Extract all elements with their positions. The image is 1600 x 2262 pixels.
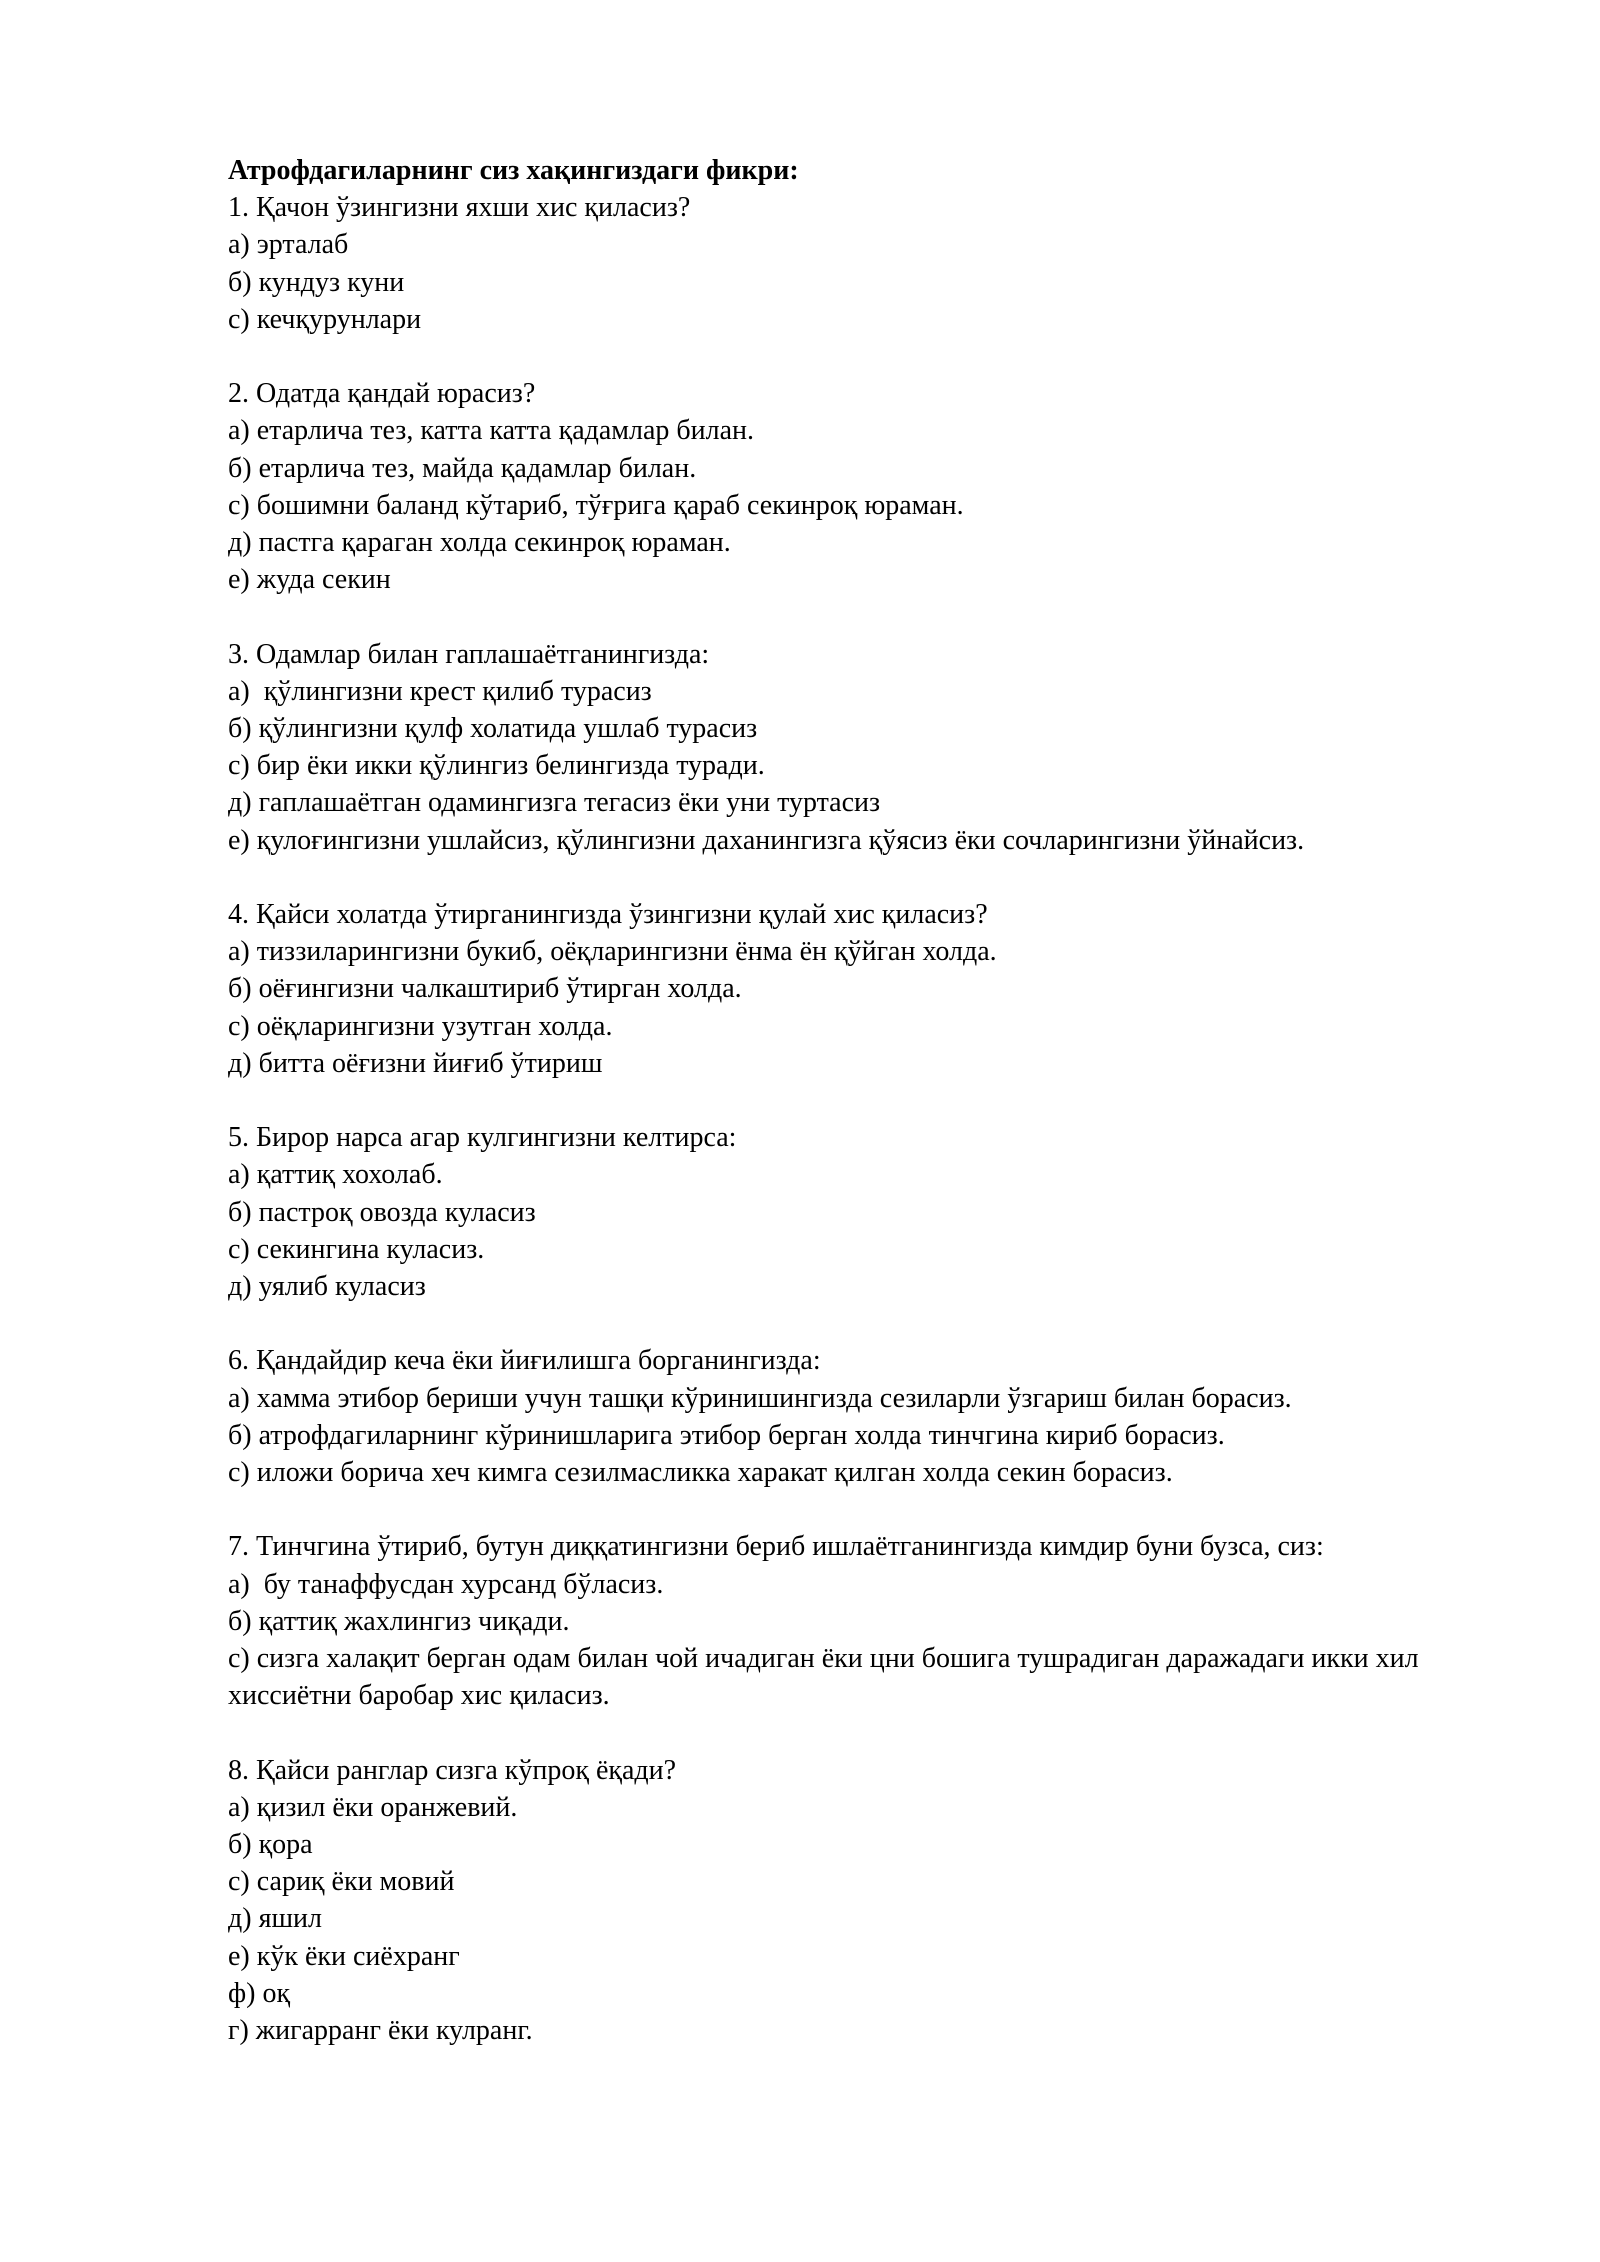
answer-option: е) жуда секин — [228, 564, 391, 596]
question-text: 7. Тинчгина ўтириб, бутун диққатингизни бериб ишлаётганингизда кимдир буни бузса, сиз: — [228, 1531, 1324, 1563]
answer-option: а) тиззиларингизни букиб, оёқларингизни ёнма ён қўйган холда. — [228, 936, 997, 968]
question-block — [228, 636, 1478, 859]
answer-option: е) қулоғингизни ушлайсиз, қўлингизни даханингизга қўясиз ёки сочларингизни ўйнайсиз. — [228, 824, 1305, 856]
question-list — [228, 189, 1478, 2049]
answer-option: г) жигарранг ёки кулранг. — [228, 2015, 533, 2047]
question-block — [228, 189, 1478, 338]
answer-option: б) пастроқ овозда куласиз — [228, 1196, 536, 1228]
document-title: Атрофдагиларнинг сиз хақингиздаги фикри: — [228, 155, 799, 186]
answer-option: а) етарлича тез, катта катта қадамлар билан. — [228, 415, 755, 447]
question-block — [228, 1119, 1478, 1305]
question-text: 6. Қандайдир кеча ёки йиғилишга борганингизда: — [228, 1345, 821, 1377]
document-content — [228, 152, 1478, 2086]
answer-option: а) хамма этибор бериши учун ташқи кўринишингизда сезиларли ўзгариш билан борасиз. — [228, 1382, 1292, 1414]
answer-option: с) сизга халақит берган одам билан чой ичадиган ёки цни бошига тушрадиган даражадаги икки хил хиссиётни баробар хис қиласиз. — [228, 1643, 1426, 1712]
answer-option: а) қўлингизни крест қилиб турасиз — [228, 675, 652, 707]
answer-option: б) қора — [228, 1829, 313, 1861]
answer-option: с) сариқ ёки мовий — [228, 1866, 455, 1898]
answer-option: с) бир ёки икки қўлингиз белингизда туради. — [228, 750, 765, 782]
answer-option: е) кўк ёки сиёхранг — [228, 1940, 460, 1972]
answer-option: д) уялиб куласиз — [228, 1271, 426, 1303]
question-block — [228, 896, 1478, 1082]
question-text: 3. Одамлар билан гаплашаётганингизда: — [228, 638, 710, 670]
answer-option: б) қаттиқ жахлингиз чиқади. — [228, 1605, 570, 1637]
answer-option: д) пастга қараган холда секинроқ юраман. — [228, 527, 731, 559]
answer-option: б) қўлингизни қулф холатида ушлаб турасиз — [228, 713, 758, 745]
answer-option: б) етарлича тез, майда қадамлар билан. — [228, 452, 697, 484]
answer-option: б) кундуз куни — [228, 266, 405, 298]
question-block — [228, 1752, 1478, 2050]
answer-option: с) бошимни баланд кўтариб, тўғрига қараб секинроқ юраман. — [228, 489, 964, 521]
answer-option: с) оёқларингизни узутган холда. — [228, 1010, 613, 1042]
answer-option: б) оёғингизни чалкаштириб ўтирган холда. — [228, 973, 742, 1005]
answer-option: а) бу танаффусдан хурсанд бўласиз. — [228, 1568, 664, 1600]
answer-option: д) яшил — [228, 1903, 322, 1935]
question-block — [228, 1342, 1478, 1491]
question-text: 8. Қайси ранглар сизга кўпроқ ёқади? — [228, 1754, 677, 1786]
answer-option: а) қаттиқ хохолаб. — [228, 1159, 443, 1191]
question-block — [228, 1528, 1478, 1714]
answer-option: д) гаплашаётган одамингизга тегасиз ёки уни туртасиз — [228, 787, 881, 819]
question-text: 2. Одатда қандай юрасиз? — [228, 378, 536, 410]
question-block — [228, 375, 1478, 598]
answer-option: а) эрталаб — [228, 229, 349, 261]
answer-option: с) иложи борича хеч кимга сезилмасликка харакат қилган холда секин борасиз. — [228, 1457, 1173, 1489]
question-text: 4. Қайси холатда ўтирганингизда ўзингизни қулай хис қиласиз? — [228, 899, 988, 931]
question-text: 5. Бирор нарса агар кулгингизни келтирса: — [228, 1122, 737, 1154]
answer-option: а) қизил ёки оранжевий. — [228, 1791, 518, 1823]
answer-option: д) битта оёғизни йиғиб ўтириш — [228, 1047, 603, 1079]
answer-option: б) атрофдагиларнинг кўринишларига этибор берган холда тинчгина кириб борасиз. — [228, 1419, 1225, 1451]
answer-option: ф) оқ — [228, 1977, 291, 2009]
answer-option: с) кечқурунлари — [228, 303, 422, 335]
question-text: 1. Қачон ўзингизни яхши хис қиласиз? — [228, 192, 691, 224]
answer-option: с) секингина куласиз. — [228, 1233, 485, 1265]
